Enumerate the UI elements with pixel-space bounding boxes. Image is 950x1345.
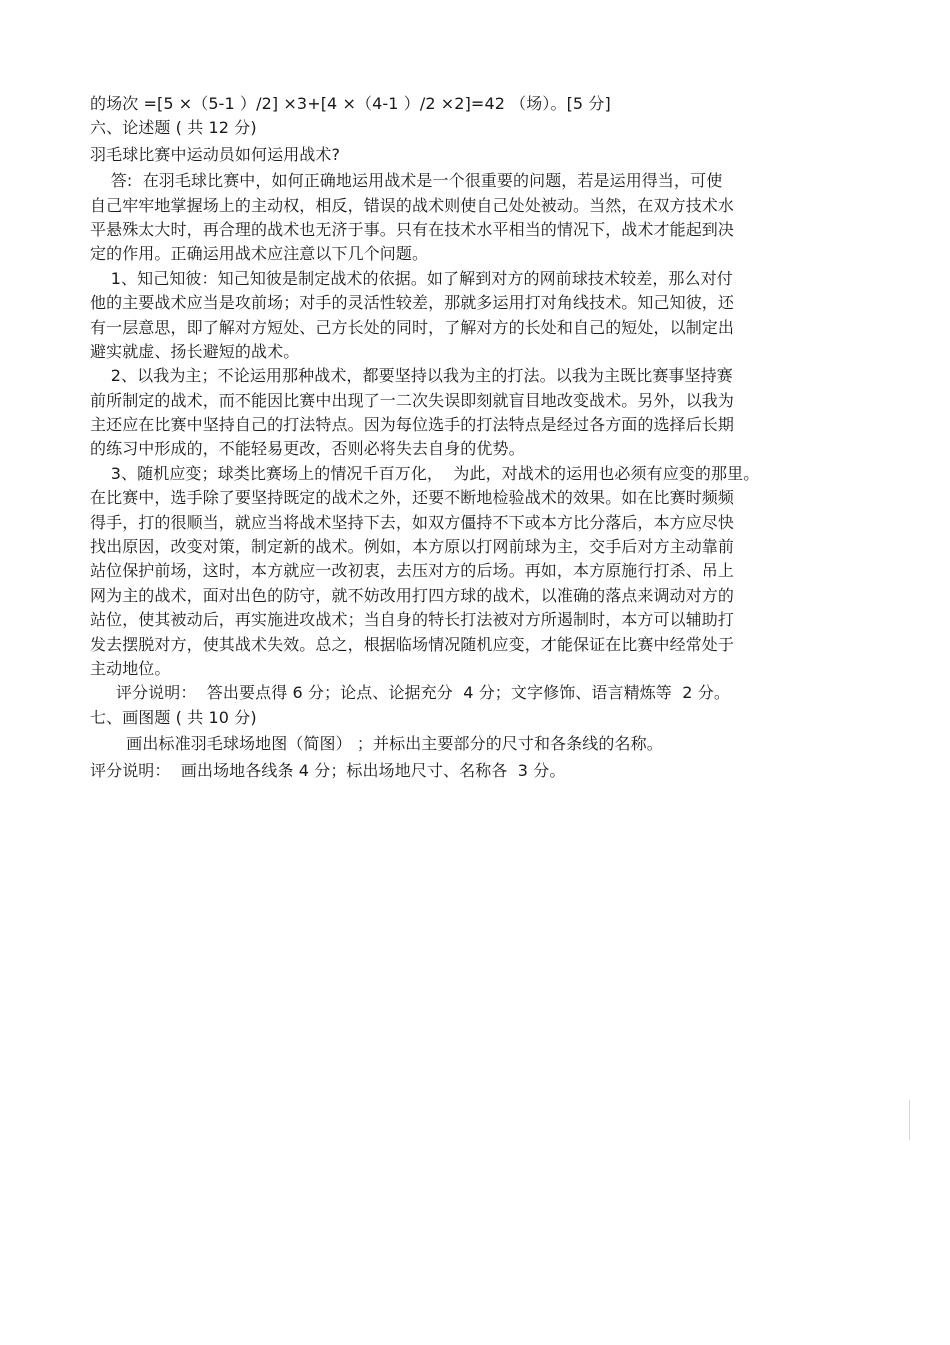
section-seven-heading: 七、画图题 ( 共 10 分) xyxy=(90,707,257,727)
point-three-line-4: 找出原因，改变对策，制定新的战术。例如，本方原以打网前球为主，交手后对方主动靠前 xyxy=(90,537,735,557)
point-three-line-8: 发去摆脱对方，使其战术失效。总之，根据临场情况随机应变，才能保证在比赛中经常处于 xyxy=(90,634,735,654)
point-one-line-1: 1、知己知彼：知己知彼是制定战术的依据。如了解到对方的网前球技术较差，那么对付 xyxy=(90,268,733,288)
section-six-scoring-note: 评分说明： 答出要点得 6 分；论点、论据充分 4 分；文字修饰、语言精炼等 2 分。 xyxy=(90,683,730,703)
point-three-line-5: 站位保护前场，这时，本方就应一改初衷，去压对方的后场。再如，本方原施行打杀、吊上 xyxy=(90,561,735,581)
answer-intro-line-4: 定的作用。正确运用战术应注意以下几个问题。 xyxy=(90,244,429,264)
scoring-formula-line: 的场次 =[5 ×（5-1 ）/2] ×3+[4 ×（4-1 ）/2 ×2]=42 （场）。[5 分] xyxy=(90,94,611,113)
point-one-line-3: 有一层意思，即了解对方短处、己方长处的同时，了解对方的长处和自己的短处，以制定出 xyxy=(90,317,735,337)
point-three-line-9: 主动地位。 xyxy=(90,658,171,678)
point-three-line-2: 在比赛中，选手除了要坚持既定的战术之外，还要不断地检验战术的效果。如在比赛时频频 xyxy=(90,488,735,508)
point-three-line-3: 得手，打的很顺当，就应当将战术坚持下去，如双方僵持不下或本方比分落后，本方应尽快 xyxy=(90,512,735,532)
answer-intro-line-1: 答: 在羽毛球比赛中，如何正确地运用战术是一个很重要的问题，若是运用得当，可使 xyxy=(90,171,723,191)
point-one-line-4: 避实就虚、扬长避短的战术。 xyxy=(90,341,300,361)
section-seven-scoring-note: 评分说明： 画出场地各线条 4 分；标出场地尺寸、名称各 3 分。 xyxy=(90,760,566,780)
point-three-line-1: 3、随机应变；球类比赛场上的情况千百万化， 为此，对战术的运用也必须有应变的那里。 xyxy=(90,463,760,483)
section-six-heading: 六、论述题 ( 共 12 分) xyxy=(90,118,257,138)
drawing-task: 画出标准羽毛球场地图（简图） ；并标出主要部分的尺寸和各条线的名称。 xyxy=(90,734,663,754)
scan-edge-mark xyxy=(909,1100,910,1140)
point-one-line-2: 他的主要战术应当是攻前场；对手的灵活性较差，那就多运用打对角线技术。知己知彼，还 xyxy=(90,293,735,313)
answer-intro-line-2: 自己牢牢地掌握场上的主动权，相反，错误的战术则使自己处处被动。当然，在双方技术水 xyxy=(90,195,735,215)
point-two-line-2: 前所制定的战术，而不能因比赛中出现了一二次失误即刻就盲目地改变战术。另外，以我为 xyxy=(90,390,735,410)
answer-intro-line-3: 平悬殊太大时，再合理的战术也无济于事。只有在技术水平相当的情况下，战术才能起到决 xyxy=(90,219,735,239)
point-two-line-4: 的练习中形成的，不能轻易更改，否则必将失去自身的优势。 xyxy=(90,439,525,459)
point-three-line-7: 站位，使其被动后，再实施进攻战术；当自身的特长打法被对方所遏制时，本方可以辅助打 xyxy=(90,610,735,630)
essay-question: 羽毛球比赛中运动员如何运用战术? xyxy=(90,144,341,164)
point-two-line-3: 主还应在比赛中坚持自己的打法特点。因为每位选手的打法特点是经过各方面的选择后长期 xyxy=(90,415,735,435)
point-two-line-1: 2、以我为主；不论运用那种战术，都要坚持以我为主的打法。以我为主既比赛事坚持赛 xyxy=(90,366,733,386)
point-three-line-6: 网为主的战术，面对出色的防守，就不妨改用打四方球的战术，以准确的落点来调动对方的 xyxy=(90,585,735,605)
document-body xyxy=(90,92,850,783)
